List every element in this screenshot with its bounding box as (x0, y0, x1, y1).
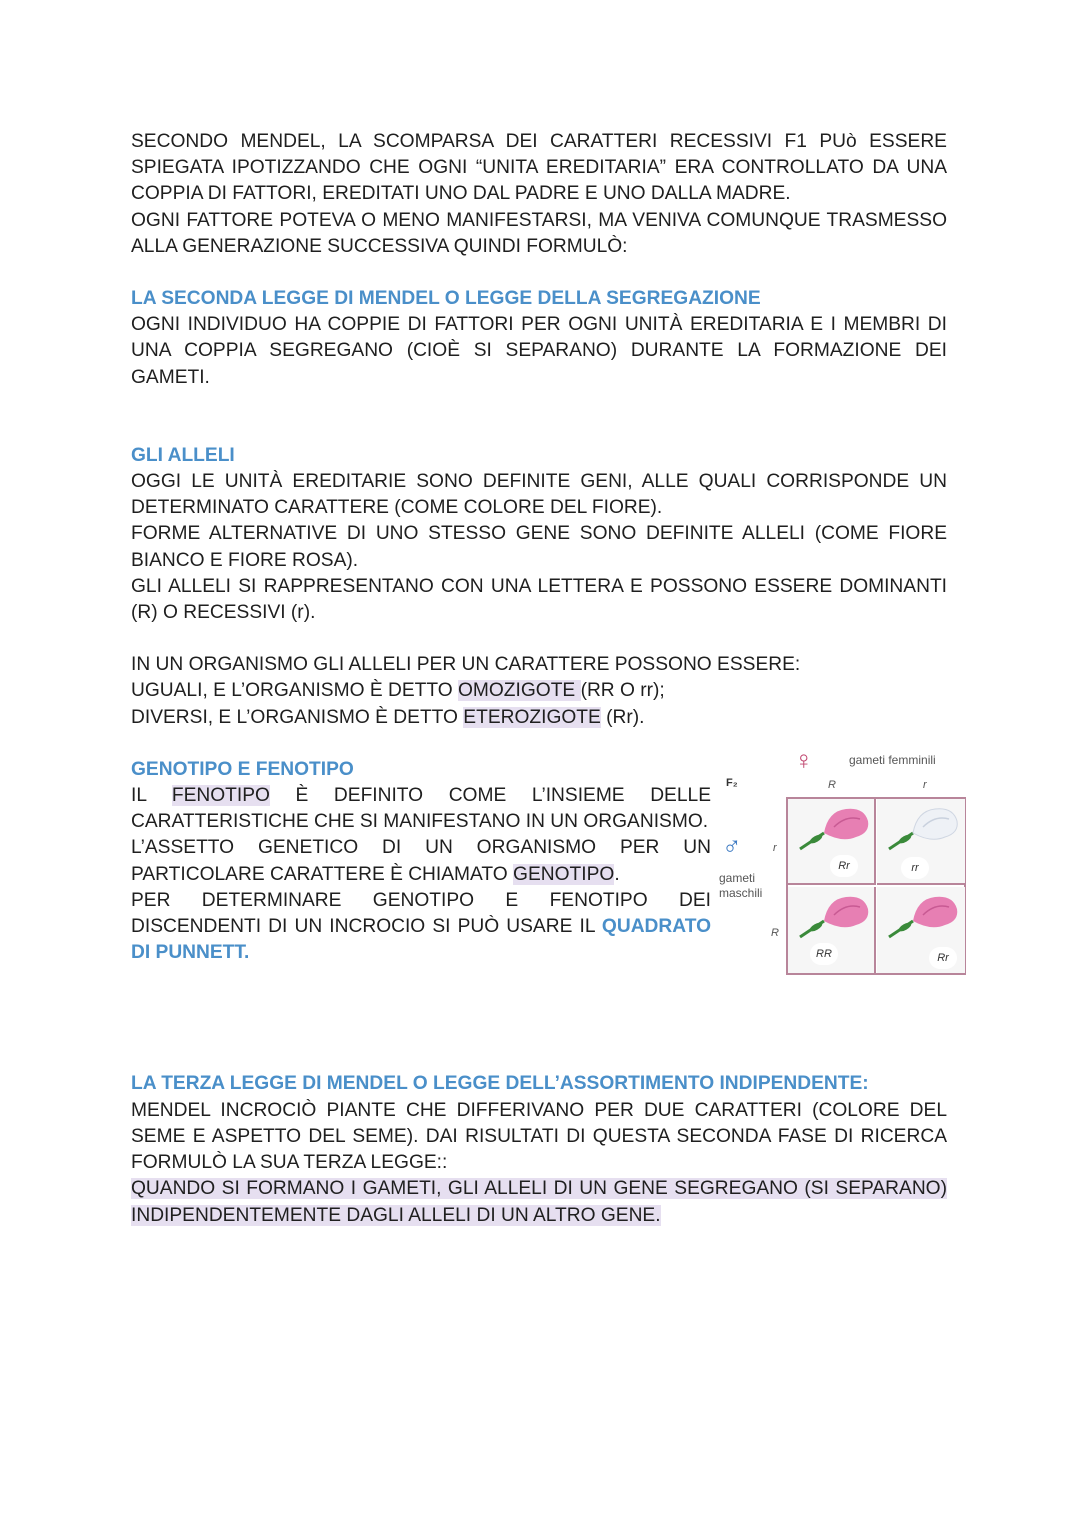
alleles-heading: GLI ALLELI (131, 444, 235, 466)
generation-label: F₂ (726, 776, 738, 789)
homozygous-line: UGUALI, E L’ORGANISMO È DETTO OMOZIGOTE (RR O rr); (131, 680, 665, 702)
heterozygous-highlight: ETEROZIGOTE (463, 706, 601, 728)
row-allele-1: r (773, 841, 777, 854)
alleles-paragraph-2: FORME ALTERNATIVE DI UNO STESSO GENE SONO DEFINITE ALLELI (COME FIORE BIANCO E FIORE ROSA). (131, 523, 947, 571)
pink-flower-icon (794, 803, 872, 859)
third-law-statement (131, 1176, 947, 1228)
intro-paragraph-1: SECONDO MENDEL, LA SCOMPARSA DEI CARATTERI RECESSIVI F1 PUò ESSERE SPIEGATA IPOTIZZANDO CHE OGNI “UNITA EREDITARIA” ERA CONTROLLATO DA UNA COPPIA DI FATTORI, EREDITATI UNO DAL PADRE E UNO DALLA MADRE. (131, 131, 947, 205)
genotype-label: RR (810, 943, 838, 965)
punnett-cell (877, 799, 965, 885)
genotype-heading: GENOTIPO E FENOTIPO (131, 758, 354, 780)
genotype-paragraph: L’ASSETTO GENETICO DI UN ORGANISMO PER UN PARTICOLARE CARATTERE È CHIAMATO GENOTIPO. (131, 837, 711, 885)
third-law-heading: LA TERZA LEGGE DI MENDEL O LEGGE DELL’ASSORTIMENTO INDIPENDENTE: (131, 1073, 869, 1095)
punnett-cell (788, 799, 876, 885)
punnett-cell (788, 887, 876, 973)
phenotype-paragraph: IL FENOTIPO È DEFINITO COME L’INSIEME DELLE CARATTERISTICHE CHE SI MANIFESTANO IN UN ORGANISMO. (131, 785, 711, 833)
genotype-label: rr (901, 857, 929, 879)
male-symbol-icon: ♂ (722, 830, 742, 861)
genotype-highlight: GENOTIPO (513, 863, 615, 885)
female-gametes-label: gameti femminili (849, 752, 936, 767)
alleles-paragraph-3: GLI ALLELI SI RAPPRESENTANO CON UNA LETTERA E POSSONO ESSERE DOMINANTI (R) O RECESSIVI (r). (131, 575, 947, 624)
punnett-paragraph: PER DETERMINARE GENOTIPO E FENOTIPO DEI DISCENDENTI DI UN INCROCIO SI PUÒ USARE IL QUADRATO DI PUNNETT. (131, 889, 711, 964)
alleles-paragraph-1: OGGI LE UNITÀ EREDITARIE SONO DEFINITE GENI, ALLE QUALI CORRISPONDE UN DETERMINATO CARATTERE (COME COLORE DEL FIORE). (131, 471, 947, 519)
punnett-grid (786, 797, 966, 975)
intro-paragraph-2: OGNI FATTORE POTEVA O MENO MANIFESTARSI, MA VENIVA COMUNQUE TRASMESSO ALLA GENERAZIONE SUCCESSIVA QUINDI FORMULÒ: (131, 209, 947, 257)
genotype-label: Rr (830, 855, 858, 877)
heterozygous-line: DIVERSI, E L’ORGANISMO È DETTO ETEROZIGOTE (Rr). (131, 706, 645, 728)
white-flower-icon (883, 803, 961, 859)
col-allele-1: R (828, 778, 836, 791)
third-law-paragraph-1: MENDEL INCROCIÒ PIANTE CHE DIFFERIVANO PER DUE CARATTERI (COLORE DEL SEME E ASPETTO DEL SEME). DAI RISULTATI DI QUESTA SECONDA FASE DI RICERCA FORMULÒ LA SUA TERZA LEGGE:: (131, 1099, 947, 1174)
female-symbol-icon: ♀ (794, 744, 814, 775)
homozygous-highlight: OMOZIGOTE (457, 680, 581, 702)
pink-flower-icon (794, 891, 872, 947)
genotype-label: Rr (929, 947, 957, 969)
punnett-cell (877, 887, 965, 973)
col-allele-2: r (923, 778, 927, 791)
second-law-text: OGNI INDIVIDUO HA COPPIE DI FATTORI PER OGNI UNITÀ EREDITARIA E I MEMBRI DI UNA COPPIA SEGREGANO (CIOÈ SI SEPARANO) DURANTE LA FORMAZIONE DEI GAMETI. (131, 314, 947, 388)
phenotype-highlight: FENOTIPO (171, 785, 270, 807)
punnett-square-term: QUADRATO DI PUNNETT. (131, 916, 711, 964)
third-law-highlight: QUANDO SI FORMANO I GAMETI, GLI ALLELI DI UN GENE SEGREGANO (SI SEPARANO) INDIPENDENTEMENTE DAGLI ALLELI DI UN ALTRO GENE. (131, 1178, 947, 1226)
row-allele-2: R (771, 926, 779, 939)
genotype-section (131, 744, 949, 967)
alleles-paragraph-4: IN UN ORGANISMO GLI ALLELI PER UN CARATTERE POSSONO ESSERE: (131, 654, 801, 676)
pink-flower-icon (883, 891, 961, 947)
second-law-heading: LA SECONDA LEGGE DI MENDEL O LEGGE DELLA SEGREGAZIONE (131, 288, 761, 310)
punnett-square-figure (716, 744, 971, 987)
document-page (131, 129, 947, 1229)
male-gametes-label: gameti maschili (719, 870, 763, 900)
